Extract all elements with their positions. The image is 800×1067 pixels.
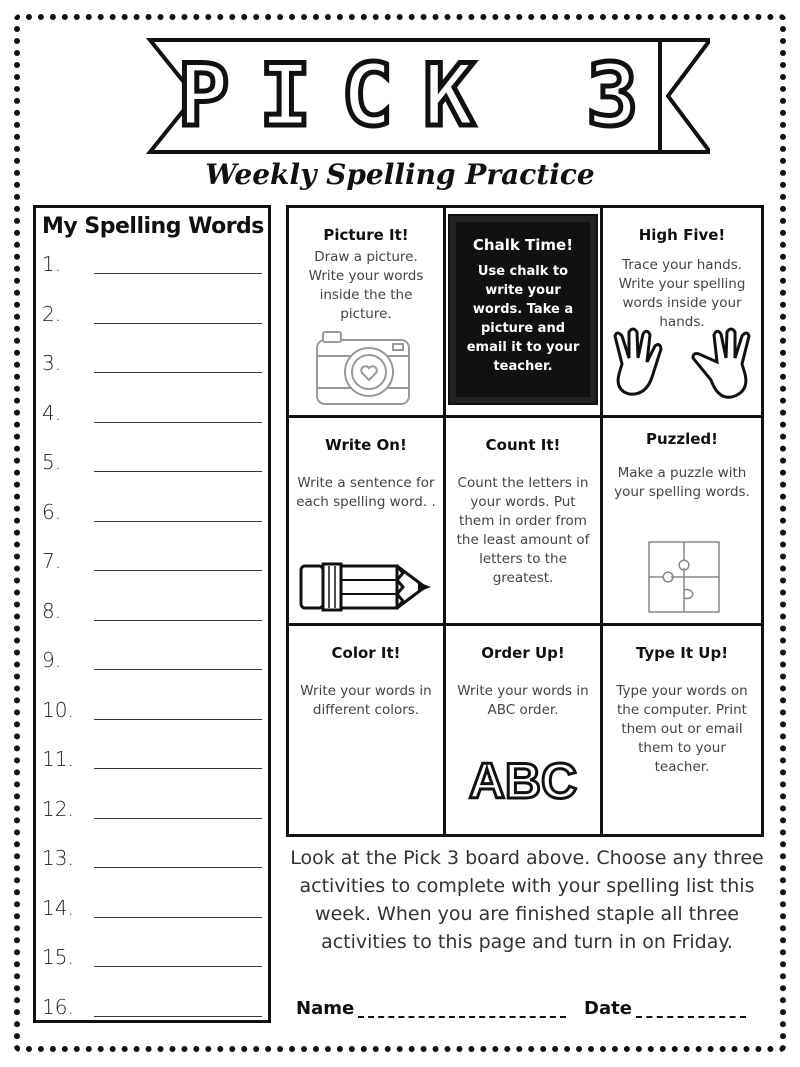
word-entry-row[interactable]: [42, 791, 262, 821]
activity-puzzled: [603, 418, 761, 626]
word-entry-row[interactable]: [42, 494, 262, 524]
word-write-line[interactable]: [94, 570, 262, 571]
puzzle-icon: [647, 540, 721, 614]
word-write-line[interactable]: [94, 917, 262, 918]
word-write-line[interactable]: [94, 669, 262, 670]
activity-color-it: [289, 626, 446, 834]
name-label: Name: [296, 998, 355, 1019]
word-number: 12.: [42, 796, 74, 821]
word-entry-row[interactable]: [42, 939, 262, 969]
word-number: 5.: [42, 450, 62, 474]
word-number: 14.: [42, 895, 74, 920]
word-write-line[interactable]: [94, 323, 262, 324]
activity-text: Draw a picture. Write your words inside the the picture.: [308, 249, 424, 322]
activity-high-five: [603, 208, 761, 418]
word-entry-row[interactable]: [42, 840, 262, 870]
spelling-words-list: [33, 205, 271, 1023]
chalkboard-icon: [450, 216, 596, 403]
date-field[interactable]: [636, 1016, 746, 1018]
abc-art-text: ABC: [468, 753, 578, 809]
instructions-text: Look at the Pick 3 board above. Choose any three activities to complete with your spelling list this week. When you are finished staple all three activities to this page and turn in on Friday.: [290, 847, 764, 953]
word-number: 3.: [42, 351, 62, 375]
activity-title: Order Up!: [481, 644, 565, 662]
word-entry-row[interactable]: [42, 543, 262, 573]
activity-board: [286, 205, 764, 837]
word-number: 13.: [42, 846, 74, 870]
word-write-line[interactable]: [94, 966, 262, 967]
hands-icon: [607, 324, 757, 414]
word-write-line[interactable]: [94, 620, 262, 621]
word-write-line[interactable]: [94, 768, 262, 769]
activity-title: Type It Up!: [635, 644, 729, 662]
word-number: 15.: [42, 945, 74, 969]
word-number: 16.: [42, 994, 74, 1019]
word-number: 6.: [42, 499, 62, 524]
activity-write-on: [289, 418, 446, 626]
activity-picture-it: [289, 208, 446, 418]
activity-title: High Five!: [638, 226, 726, 244]
word-entry-row[interactable]: [42, 989, 262, 1019]
page-title: PICK 3: [177, 46, 669, 146]
word-entry-row[interactable]: [42, 395, 262, 425]
word-entry-row[interactable]: [42, 741, 262, 771]
word-entry-row[interactable]: [42, 692, 262, 722]
list-title: My Spelling Words: [42, 214, 264, 239]
activity-title: Color It!: [331, 644, 401, 662]
word-write-line[interactable]: [94, 471, 262, 472]
word-number: 8.: [42, 598, 62, 623]
word-write-line[interactable]: [94, 521, 262, 522]
pencil-icon: [297, 556, 437, 616]
activity-text: Trace your hands. Write your spelling words inside your hands.: [618, 257, 746, 330]
word-entry-row[interactable]: [42, 246, 262, 276]
word-number: 1.: [42, 252, 62, 276]
activity-text: Write your words in different colors.: [300, 683, 432, 718]
activity-title: Picture It!: [323, 226, 409, 244]
word-number: 7.: [42, 549, 62, 573]
word-write-line[interactable]: [94, 719, 262, 720]
name-field[interactable]: [358, 1016, 566, 1018]
activity-title: Count It!: [485, 436, 561, 454]
word-write-line[interactable]: [94, 422, 262, 423]
activity-text: Write your words in ABC order.: [457, 683, 589, 718]
word-number: 9.: [42, 648, 62, 672]
word-entry-row[interactable]: [42, 345, 262, 375]
word-entry-row[interactable]: [42, 444, 262, 474]
word-number: 4.: [42, 400, 62, 425]
activity-text: Count the letters in your words. Put them in order from the least amount of letters to the greatest.: [456, 475, 590, 586]
word-write-line[interactable]: [94, 372, 262, 373]
word-number: 11.: [42, 747, 74, 771]
title-banner: [100, 36, 710, 156]
activity-text: Write a sentence for each spelling word. .: [296, 475, 436, 510]
word-entry-row[interactable]: [42, 890, 262, 920]
word-number: 2.: [42, 301, 62, 326]
word-write-line[interactable]: [94, 867, 262, 868]
camera-icon: [313, 328, 413, 408]
activity-type-it-up: [603, 626, 761, 834]
activity-text: Use chalk to write your words. Take a picture and email it to your teacher.: [466, 264, 580, 374]
word-write-line[interactable]: [94, 818, 262, 819]
word-entry-row[interactable]: [42, 593, 262, 623]
activity-title: Write On!: [325, 436, 407, 454]
activity-text: Type your words on the computer. Print them out or email them to your teacher.: [616, 683, 748, 775]
word-number: 10.: [42, 697, 74, 722]
word-entry-row[interactable]: [42, 296, 262, 326]
abc-icon: [458, 750, 588, 810]
activity-count-it: [446, 418, 603, 626]
activity-title: Puzzled!: [645, 430, 719, 448]
activity-title: Chalk Time!: [472, 236, 574, 254]
word-write-line[interactable]: [94, 1016, 262, 1017]
word-write-line[interactable]: [94, 273, 262, 274]
activity-text: Make a puzzle with your spelling words.: [614, 465, 750, 500]
page-subtitle: Weekly Spelling Practice: [205, 158, 595, 191]
activity-order-up: [446, 626, 603, 834]
word-entry-row[interactable]: [42, 642, 262, 672]
activity-chalk-time: [446, 208, 603, 418]
date-label: Date: [584, 998, 632, 1019]
